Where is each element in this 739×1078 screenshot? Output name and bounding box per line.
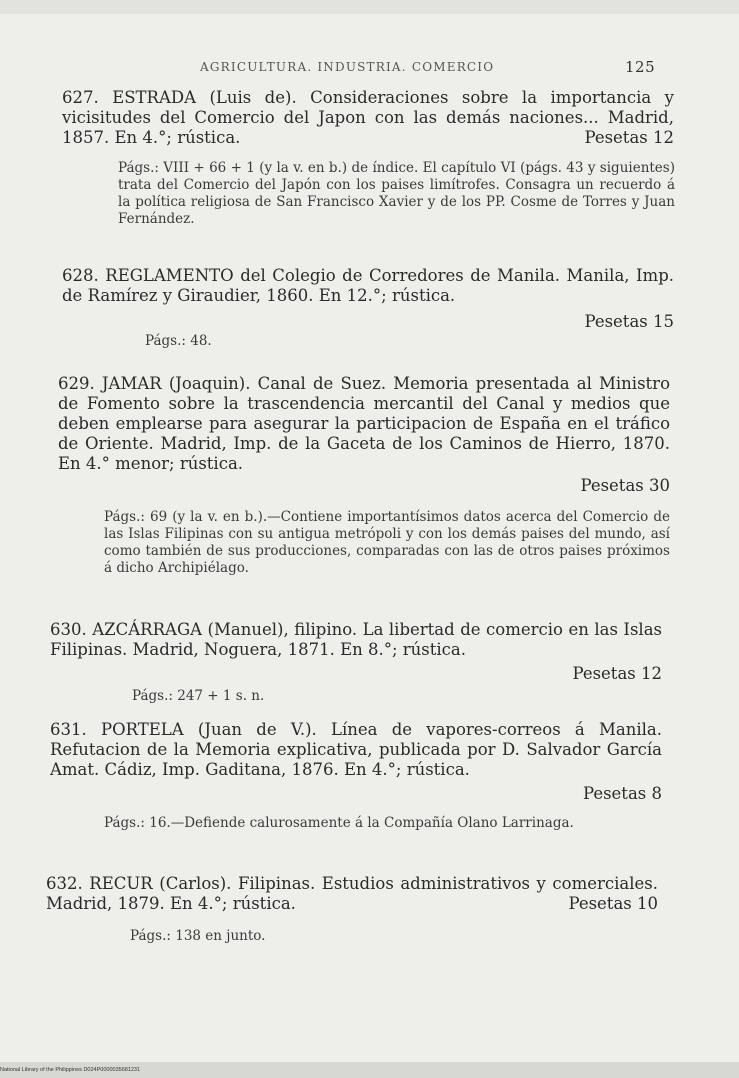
entry-630 bbox=[50, 620, 662, 684]
entry-note-632: Págs.: 138 en junto. bbox=[130, 928, 266, 944]
scan-footer: National Library of the Philippines D024P0000035681231 bbox=[0, 1067, 141, 1073]
entry-number: 632. bbox=[46, 874, 83, 893]
entry-text: JAMAR (Joaquin). Canal de Suez. Memoria presentada al Ministro de Fomento sobre la trascendencia mercantil del Canal y medios que deben emplearse para asegurar la participacion de España en el tráfico de Oriente. Madrid, Imp. de la Gaceta de los Caminos de Hierro, 1870. En 4.° menor; rústica. bbox=[58, 374, 671, 473]
entry-price: Pesetas 30 bbox=[580, 476, 670, 495]
running-title: AGRICULTURA. INDUSTRIA. COMERCIO bbox=[200, 60, 495, 74]
entry-note-627: Págs.: VIII + 66 + 1 (y la v. en b.) de índice. El capítulo VI (págs. 43 y siguientes) trata del Comercio del Japón con los paises limítrofes. Consagra un recuerdo á la política religiosa de San Francisco Xavier y de los PP. Cosme de Torres y Juan Fernández. bbox=[118, 160, 675, 227]
entry-text: RECUR (Carlos). Filipinas. Estudios administrativos y comerciales. Madrid, 1879. En 4.°; rústica. bbox=[46, 874, 658, 913]
entry-628 bbox=[62, 266, 674, 330]
entry-number: 628. bbox=[62, 266, 99, 285]
entry-note-628: Págs.: 48. bbox=[145, 333, 212, 349]
entry-632 bbox=[46, 874, 658, 918]
scan-top-edge bbox=[0, 0, 739, 14]
entry-number: 627. bbox=[62, 88, 99, 107]
entry-price: Pesetas 10 bbox=[568, 894, 658, 913]
entry-number: 631. bbox=[50, 720, 87, 739]
entry-627 bbox=[62, 88, 674, 158]
entry-note-629: Págs.: 69 (y la v. en b.).—Contiene importantísimos datos acerca del Comercio de las Islas Filipinas con su antigua metrópoli y con los demás paises del mundo, así como también de sus producciones, comparadas con las de otros paises próximos á dicho Archipiélago. bbox=[104, 509, 670, 576]
entry-text: REGLAMENTO del Colegio de Corredores de Manila. Manila, Imp. de Ramírez y Giraudier, 1860. En 12.°; rústica. bbox=[62, 266, 675, 305]
page-number: 125 bbox=[625, 58, 656, 76]
entry-text: PORTELA (Juan de V.). Línea de vapores-correos á Manila. Refutacion de la Memoria explicativa, publicada por D. Salvador García Amat. Cádiz, Imp. Gaditana, 1876. En 4.°; rústica. bbox=[50, 720, 662, 779]
entry-note-630: Págs.: 247 + 1 s. n. bbox=[132, 688, 265, 704]
entry-631 bbox=[50, 720, 662, 804]
entry-price: Pesetas 12 bbox=[572, 664, 662, 683]
entry-note-631: Págs.: 16.—Defiende calurosamente á la Compañía Olano Larrinaga. bbox=[104, 815, 574, 831]
entry-price: Pesetas 8 bbox=[582, 784, 662, 803]
entry-price: Pesetas 12 bbox=[584, 128, 674, 147]
entry-number: 629. bbox=[58, 374, 95, 393]
entry-text: AZCÁRRAGA (Manuel), filipino. La libertad de comercio en las Islas Filipinas. Madrid, Noguera, 1871. En 8.°; rústica. bbox=[50, 620, 663, 659]
entry-price: Pesetas 15 bbox=[584, 312, 674, 331]
entry-text: ESTRADA (Luis de). Consideraciones sobre la importancia y vicisitudes del Comercio del Japon con las demás naciones... Madrid, 1857. En 4.°; rústica. bbox=[62, 88, 674, 147]
entry-629 bbox=[58, 374, 670, 498]
entry-number: 630. bbox=[50, 620, 87, 639]
